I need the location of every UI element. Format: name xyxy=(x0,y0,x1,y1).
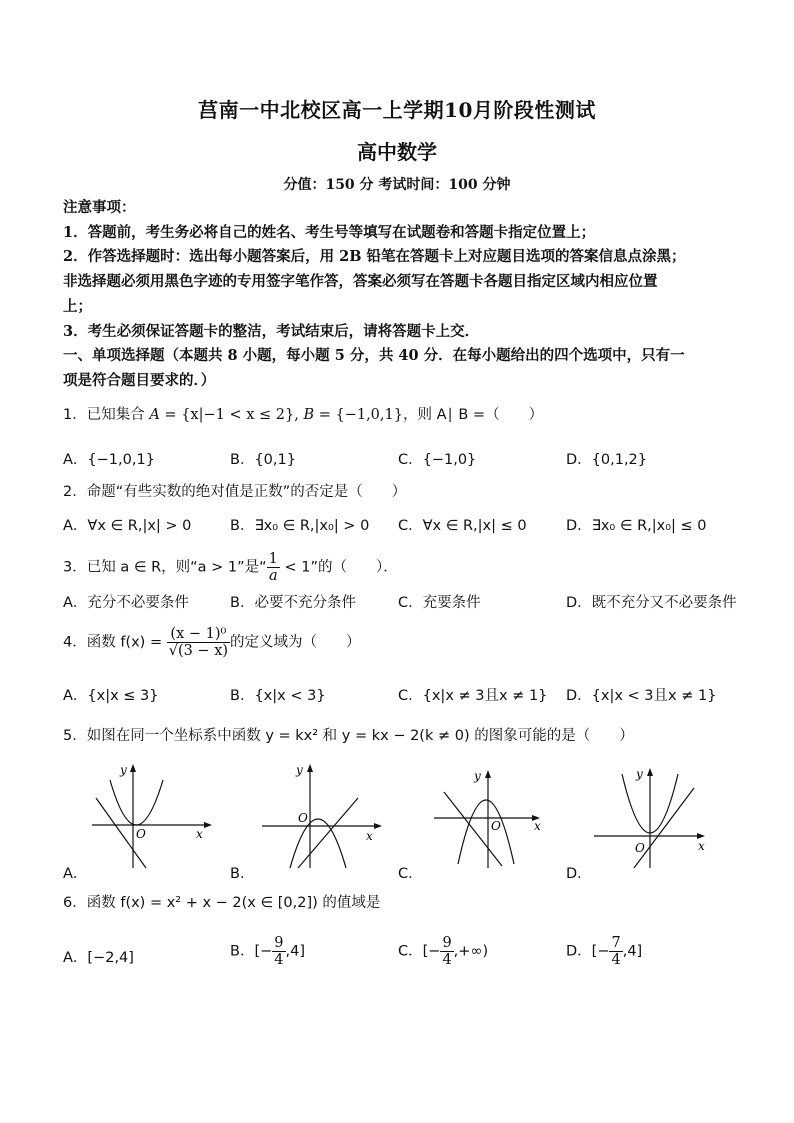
q3-option-c: C．充要条件 xyxy=(398,595,481,611)
note-2-line2: 非选择题必须用黑色字迹的专用签字笔作答，答案必须写在答题卡各题目指定区域内相应位置 xyxy=(63,273,658,290)
question-2: 2．命题“有些实数的绝对值是正数”的否定是（ ） xyxy=(63,484,407,500)
q1-eq2: = {−1,0,1} xyxy=(314,407,403,423)
q4-frac-num: (x − 1)⁰ xyxy=(167,626,230,643)
q5-option-a: A． xyxy=(63,866,88,882)
q5-d-y-label: y xyxy=(636,767,643,781)
q5-b-x-label: x xyxy=(366,829,373,843)
q6-c-fraction xyxy=(440,935,453,968)
q5-a-x-label: x xyxy=(196,827,203,841)
q6-c-post: ,+∞) xyxy=(453,943,489,960)
q4-pre: 4．函数 f(x) = xyxy=(63,634,167,651)
q5-graph-c xyxy=(430,766,560,870)
q3-option-a: A．充分不必要条件 xyxy=(63,595,189,611)
q6-b-den: 4 xyxy=(274,952,284,968)
q1-set-b: B xyxy=(303,407,315,423)
note-3: 3．考生必须保证答题卡的整洁，考试结束后，请将答题卡上交． xyxy=(63,323,480,340)
q3-option-d: D．既不充分又不必要条件 xyxy=(566,595,737,611)
q5-graph-d xyxy=(590,764,720,870)
q1-option-b: B．{0,1} xyxy=(230,452,296,468)
q4-frac-den: √(3 − x) xyxy=(168,643,229,659)
q5-option-b: B． xyxy=(230,866,255,882)
q5-c-origin: O xyxy=(491,819,501,833)
q4-option-c: C．{x|x ≠ 3且x ≠ 1} xyxy=(398,688,548,704)
question-3 xyxy=(63,551,398,584)
q1-post: ，则 A∣ B =（ ） xyxy=(402,407,544,423)
question-4 xyxy=(63,626,361,659)
q1-eq1: = {x|−1 < x ≤ 2}, xyxy=(159,407,304,423)
q4-post: 的定义域为（ ） xyxy=(230,634,361,651)
q5-option-d: D． xyxy=(566,866,592,882)
q2-option-c: C．∀x ∈ R,|x| ≤ 0 xyxy=(398,518,527,534)
q6-d-den: 4 xyxy=(611,952,621,968)
note-1: 1．答题前，考生务必将自己的姓名、考生号等填写在试题卷和答题卡指定位置上； xyxy=(63,224,596,241)
q5-b-origin: O xyxy=(298,811,308,825)
q3-frac-num: 1 xyxy=(268,551,278,567)
q6-b-num: 9 xyxy=(274,935,284,951)
q5-c-y-label: y xyxy=(474,769,481,783)
question-1 xyxy=(63,405,543,425)
note-2-line3: 上； xyxy=(63,298,92,315)
q6-option-d xyxy=(566,935,642,968)
q6-option-b xyxy=(230,935,305,968)
q6-c-den: 4 xyxy=(442,952,452,968)
q5-c-x-label: x xyxy=(534,819,541,833)
note-2-line1: 2．作答选择题时：选出每小题答案后，用 2B 铅笔在答题卡上对应题目选项的答案信息点涂黑； xyxy=(63,248,686,265)
q4-fraction xyxy=(167,626,230,659)
notes-heading: 注意事项： xyxy=(63,199,136,216)
q1-option-c: C．{−1,0} xyxy=(398,452,477,468)
q2-option-a: A．∀x ∈ R,|x| > 0 xyxy=(63,518,192,534)
q3-frac-den: a xyxy=(268,568,278,584)
q2-option-b: B．∃x₀ ∈ R,|x₀| > 0 xyxy=(230,518,370,534)
q3-option-b: B．必要不充分条件 xyxy=(230,595,356,611)
q6-d-post: ,4] xyxy=(622,943,643,960)
question-6: 6．函数 f(x) = x² + x − 2(x ∈ [0,2]) 的值域是 xyxy=(63,895,381,911)
q1-set-a: A xyxy=(149,407,160,423)
question-5: 5．如图在同一个坐标系中函数 y = kx² 和 y = kx − 2(k ≠ 0) 的图象可能的是（ ） xyxy=(63,728,634,744)
exam-subject: 高中数学 xyxy=(357,140,437,164)
q5-a-origin: O xyxy=(136,827,146,841)
q6-b-post: ,4] xyxy=(285,943,305,960)
q2-option-d: D．∃x₀ ∈ R,|x₀| ≤ 0 xyxy=(566,518,707,534)
exam-meta: 分值：150 分 考试时间：100 分钟 xyxy=(283,177,511,193)
q3-post: < 1”的（ ）． xyxy=(279,559,398,576)
q3-pre: 3．已知 a ∈ R，则“a > 1”是“ xyxy=(63,559,267,576)
q6-d-fraction xyxy=(609,935,622,968)
q6-d-pre: D．[− xyxy=(566,943,610,960)
q4-option-d: D．{x|x < 3且x ≠ 1} xyxy=(566,688,717,704)
q6-b-fraction xyxy=(272,935,285,968)
q1-option-d: D．{0,1,2} xyxy=(566,452,648,468)
q4-option-a: A．{x|x ≤ 3} xyxy=(63,688,159,704)
q6-c-pre: C．[− xyxy=(398,943,441,960)
exam-title: 莒南一中北校区高一上学期10月阶段性测试 xyxy=(198,98,596,122)
q5-option-c: C． xyxy=(398,866,423,882)
q5-graph-a xyxy=(88,760,218,870)
q1-option-a: A．{−1,0,1} xyxy=(63,452,155,468)
q5-d-origin: O xyxy=(635,841,645,855)
q4-option-b: B．{x|x < 3} xyxy=(230,688,326,704)
section-heading-line2: 项是符合题目要求的．） xyxy=(63,372,216,389)
section-heading-line1: 一、单项选择题（本题共 8 小题，每小题 5 分，共 40 分．在每小题给出的四个选项中，只有一 xyxy=(63,347,685,364)
q6-b-pre: B．[− xyxy=(230,943,273,960)
q6-c-num: 9 xyxy=(442,935,452,951)
q6-option-c xyxy=(398,935,488,968)
q5-a-y-label: y xyxy=(120,763,127,777)
q6-d-num: 7 xyxy=(611,935,621,951)
q5-b-y-label: y xyxy=(296,763,303,777)
q5-graph-b xyxy=(258,760,388,870)
q6-option-a: A．[−2,4] xyxy=(63,950,134,966)
q5-d-x-label: x xyxy=(698,839,705,853)
q3-fraction xyxy=(267,551,280,584)
q1-pre: 1．已知集合 xyxy=(63,407,150,423)
